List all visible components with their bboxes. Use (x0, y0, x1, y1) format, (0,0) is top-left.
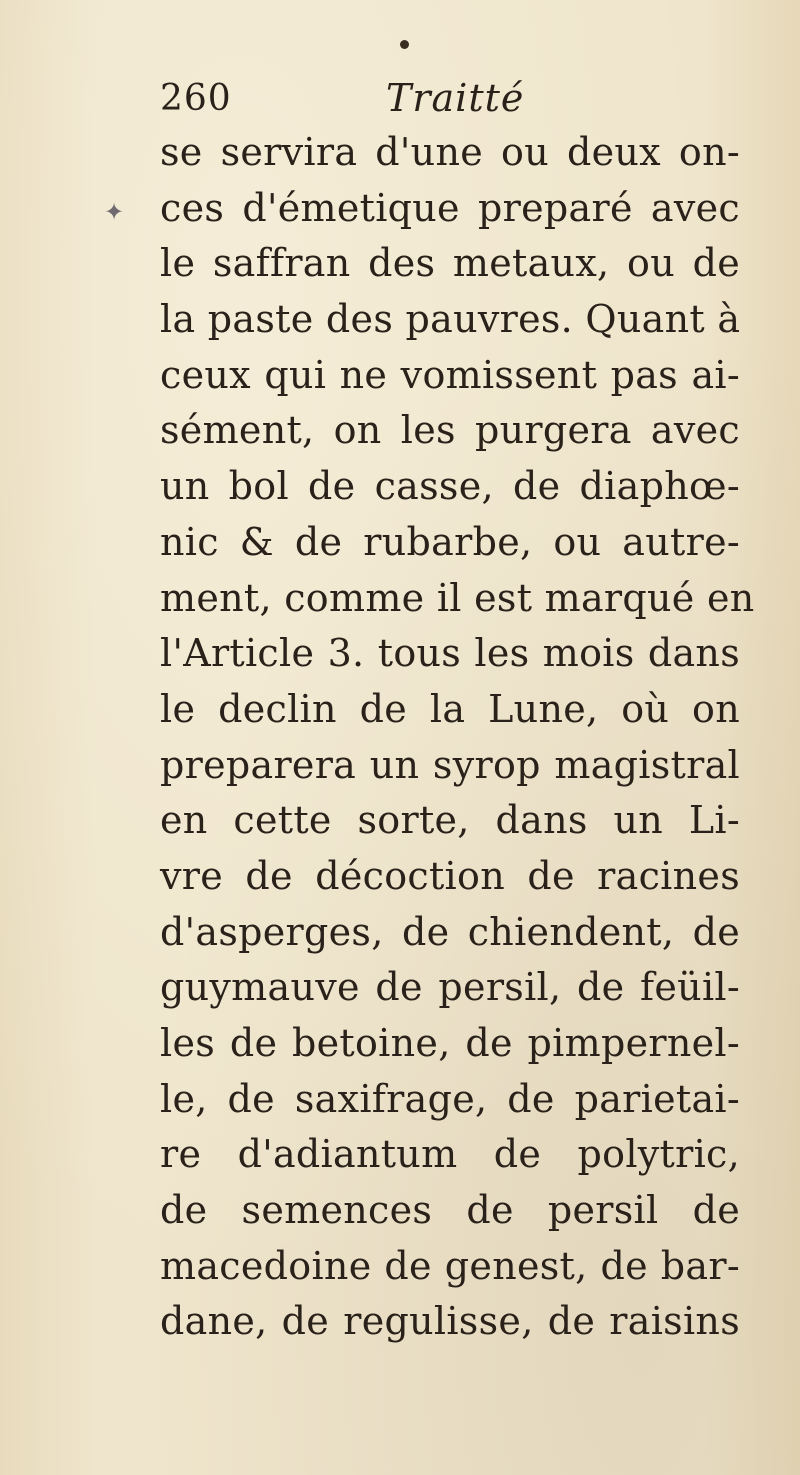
text-line: les de betoine, de pimpernel- (160, 1021, 740, 1065)
text-line: nic & de rubarbe, ou autre- (160, 519, 740, 564)
page-header (160, 72, 740, 132)
text-line: le declin de la Lune, où on (160, 686, 740, 731)
text-line: se servira d'une ou deux on- (160, 130, 740, 174)
text-line: ment, comme il est marqué en (160, 575, 755, 620)
text-line: sément, on les purgera avec (160, 408, 740, 453)
text-line: la paste des pauvres. Quant à (160, 297, 741, 342)
text-line: en cette sorte, dans un Li- (160, 798, 740, 843)
text-line: ceux qui ne vomissent pas ai- (160, 352, 740, 397)
ink-dot (400, 40, 409, 49)
text-line: le saffran des metaux, ou de (160, 241, 740, 286)
text-line: macedoine de genest, de bar- (160, 1243, 740, 1288)
text-line: vre de décoction de racines (160, 853, 740, 898)
text-line: re d'adiantum de polytric, (160, 1132, 740, 1177)
text-line: ces d'émetique preparé avec (160, 185, 740, 230)
running-head: Traitté (386, 76, 525, 120)
page-number: 260 (160, 78, 232, 119)
text-line: dane, de regulisse, de raisins (160, 1299, 740, 1344)
text-line: guymauve de persil, de feüil- (160, 965, 740, 1010)
text-line: le, de saxifrage, de parietai- (160, 1076, 740, 1121)
text-line: preparera un syrop magistral (160, 742, 740, 787)
text-line: l'Article 3. tous les mois dans (160, 631, 740, 676)
margin-mark: ✦ (104, 198, 125, 226)
body-text (160, 125, 755, 1350)
text-line: un bol de casse, de diaphœ- (160, 464, 740, 509)
text-line: de semences de persil de (160, 1188, 740, 1233)
text-line: d'asperges, de chiendent, de (160, 909, 740, 954)
